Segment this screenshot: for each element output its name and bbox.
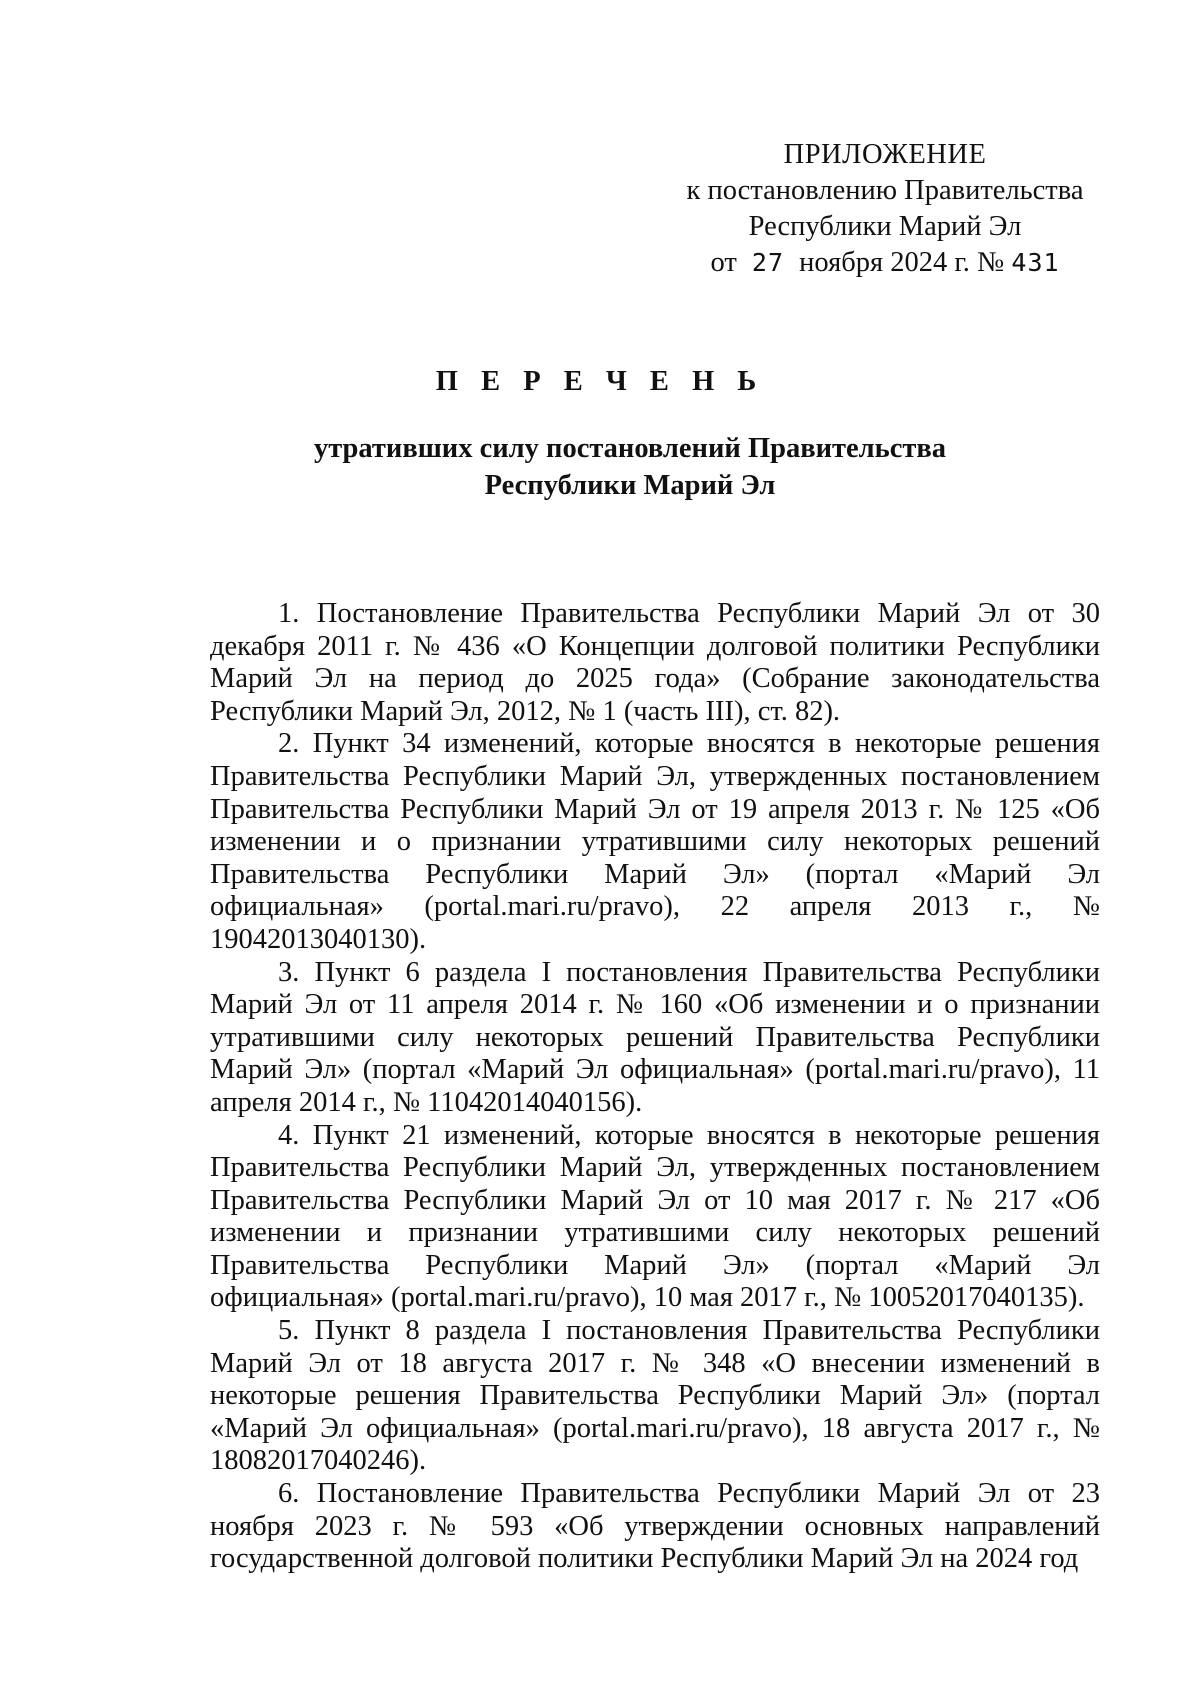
list-item-2: 2. Пункт 34 изменений, которые вносятся в некоторые решения Правительства Республики Марий Эл, утвержденных постановлением Правительства Республики Марий Эл от 19 апреля 2013 г. № 125 «Об изменении и о признании утратившими силу некоторых решений Правительства Республики Марий Эл» (портал «Марий Эл официальная» (portal.mari.ru/pravo), 22 апреля 2013 г., № 19042013040130). xyxy=(210,728,1100,955)
date-prefix: от xyxy=(710,247,737,278)
document-subtitle xyxy=(300,430,960,504)
appendix-line-1: к постановлению Правительства xyxy=(686,175,1084,206)
list-item-3: 3. Пункт 6 раздела I постановления Правительства Республики Марий Эл от 11 апреля 2014 г. № 160 «Об изменении и о признании утратившими силу некоторых решений Правительства Республики Марий Эл» (портал «Марий Эл официальная» (portal.mari.ru/pravo), 11 апреля 2014 г., № 11042014040156). xyxy=(210,956,1100,1118)
subtitle-line-1: утративших силу постановлений Правительства xyxy=(313,433,947,464)
appendix-date-line xyxy=(680,245,1090,281)
appendix-header xyxy=(680,137,1090,281)
subtitle-line-2: Республики Марий Эл xyxy=(484,470,776,501)
document-body xyxy=(210,598,1100,1576)
document-title: П Е Р Е Ч Е Н Ь xyxy=(435,366,765,397)
list-item-5: 5. Пункт 8 раздела I постановления Правительства Республики Марий Эл от 18 августа 2017 г. № 348 «О внесении изменений в некоторые решения Правительства Республики Марий Эл» (портал «Марий Эл официальная» (portal.mari.ru/pravo), 18 августа 2017 г., № 18082017040246). xyxy=(210,1315,1100,1477)
date-day: 27 xyxy=(751,248,785,277)
document-number: 431 xyxy=(1011,248,1060,277)
appendix-title: ПРИЛОЖЕНИЕ xyxy=(783,139,987,170)
appendix-line-2: Республики Марий Эл xyxy=(748,211,1022,242)
list-item-1: 1. Постановление Правительства Республики Марий Эл от 30 декабря 2011 г. № 436 «О Концепции долговой политики Республики Марий Эл на период до 2025 года» (Собрание законодательства Республики Марий Эл, 2012, № 1 (часть III), ст. 82). xyxy=(210,598,1100,727)
date-rest: ноября 2024 г. № xyxy=(799,247,1005,278)
list-item-4: 4. Пункт 21 изменений, которые вносятся в некоторые решения Правительства Республики Марий Эл, утвержденных постановлением Правительства Республики Марий Эл от 10 мая 2017 г. № 217 «Об изменении и признании утратившими силу некоторых решений Правительства Республики Марий Эл» (портал «Марий Эл официальная» (portal.mari.ru/pravo), 10 мая 2017 г., № 10052017040135). xyxy=(210,1119,1100,1314)
list-item-6: 6. Постановление Правительства Республики Марий Эл от 23 ноября 2023 г. № 593 «Об утверждении основных направлений государственной долговой политики Республики Марий Эл на 2024 год xyxy=(210,1478,1100,1575)
